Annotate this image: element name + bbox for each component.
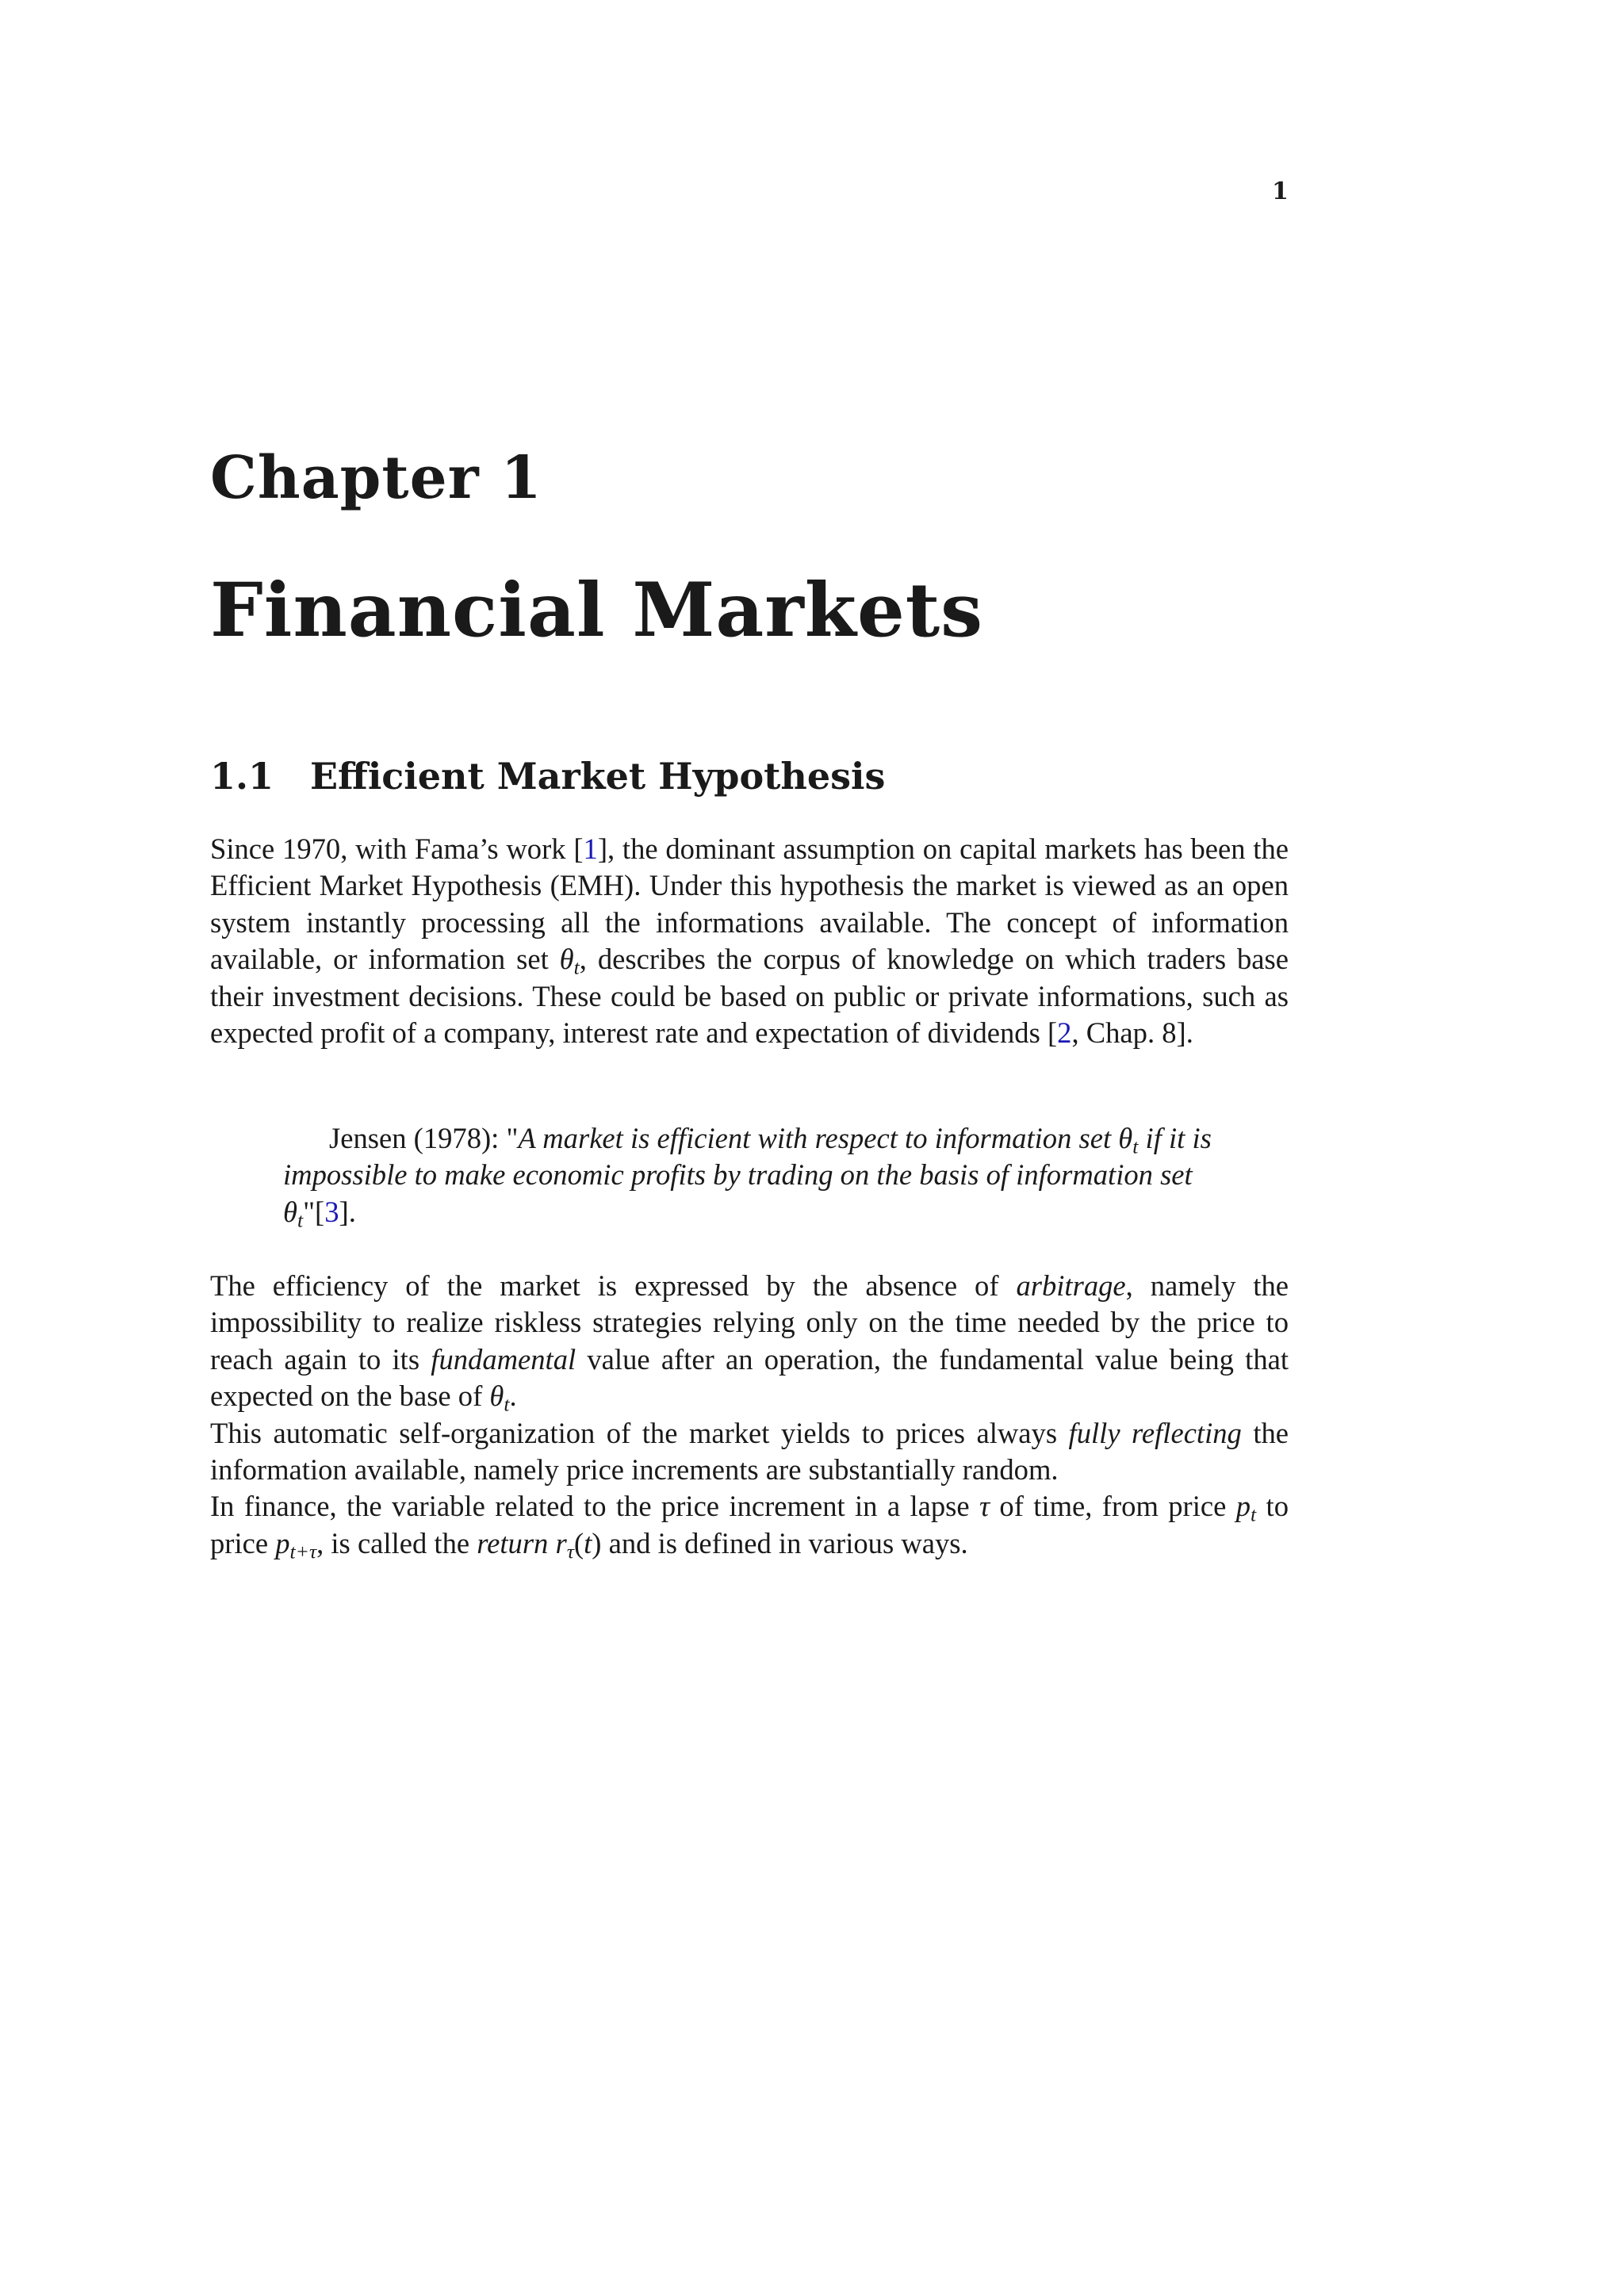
citation-link[interactable]: 2 (1057, 1016, 1072, 1050)
section-number: 1.1 (210, 755, 274, 798)
citation-link[interactable]: 3 (324, 1195, 339, 1228)
paragraph-return: In finance, the variable related to the price increment in a lapse τ of time, from price $p_t$ to price $p_{t+\tau}$, is called the return $r_\tau(t)$ and is defined in various ways. (210, 1490, 1289, 1563)
chapter-label: Chapter 1 (210, 444, 542, 512)
paragraph-arbitrage: The efficiency of the market is expressed by the absence of arbitrage, namely the impossibility to realize riskless strategies relying only on the time needed by the price to reach again to its fundamental value after an operation, the fundamental value being that expected on the base of $\theta_t$. (210, 1269, 1289, 1416)
chapter-title: Financial Markets (210, 567, 984, 654)
paragraph-self-organization: This automatic self-organization of the market yields to prices always fully reflecting the information available, namely price increments are substantially random. (210, 1416, 1289, 1487)
page-number: 1 (1272, 178, 1289, 205)
section-title: Efficient Market Hypothesis (310, 755, 886, 798)
paragraph-emh-intro: Since 1970, with Fama’s work [1], the dominant assumption on capital markets has been the Efficient Market Hypothesis (EMH). Under this hypothesis the market is viewed as an open system instantly processing all the informations available. The concept of information available, or information set $\theta_t$, describes the corpus of knowledge on which traders base their investment decisions. These could be based on public or private informations, such as expected profit of a company, interest rate and expectation of dividends [2, Chap. 8]. (210, 832, 1289, 1050)
paragraph-efficiency (210, 1268, 1289, 1562)
citation-link[interactable]: 1 (583, 832, 598, 865)
jensen-quote: Jensen (1978): "A market is efficient with respect to information set $\theta_t$ if it is impossible to make economic profits by trading on the basis of information set $\theta_t"[3]$. (283, 1122, 1212, 1232)
section-heading (210, 755, 885, 798)
